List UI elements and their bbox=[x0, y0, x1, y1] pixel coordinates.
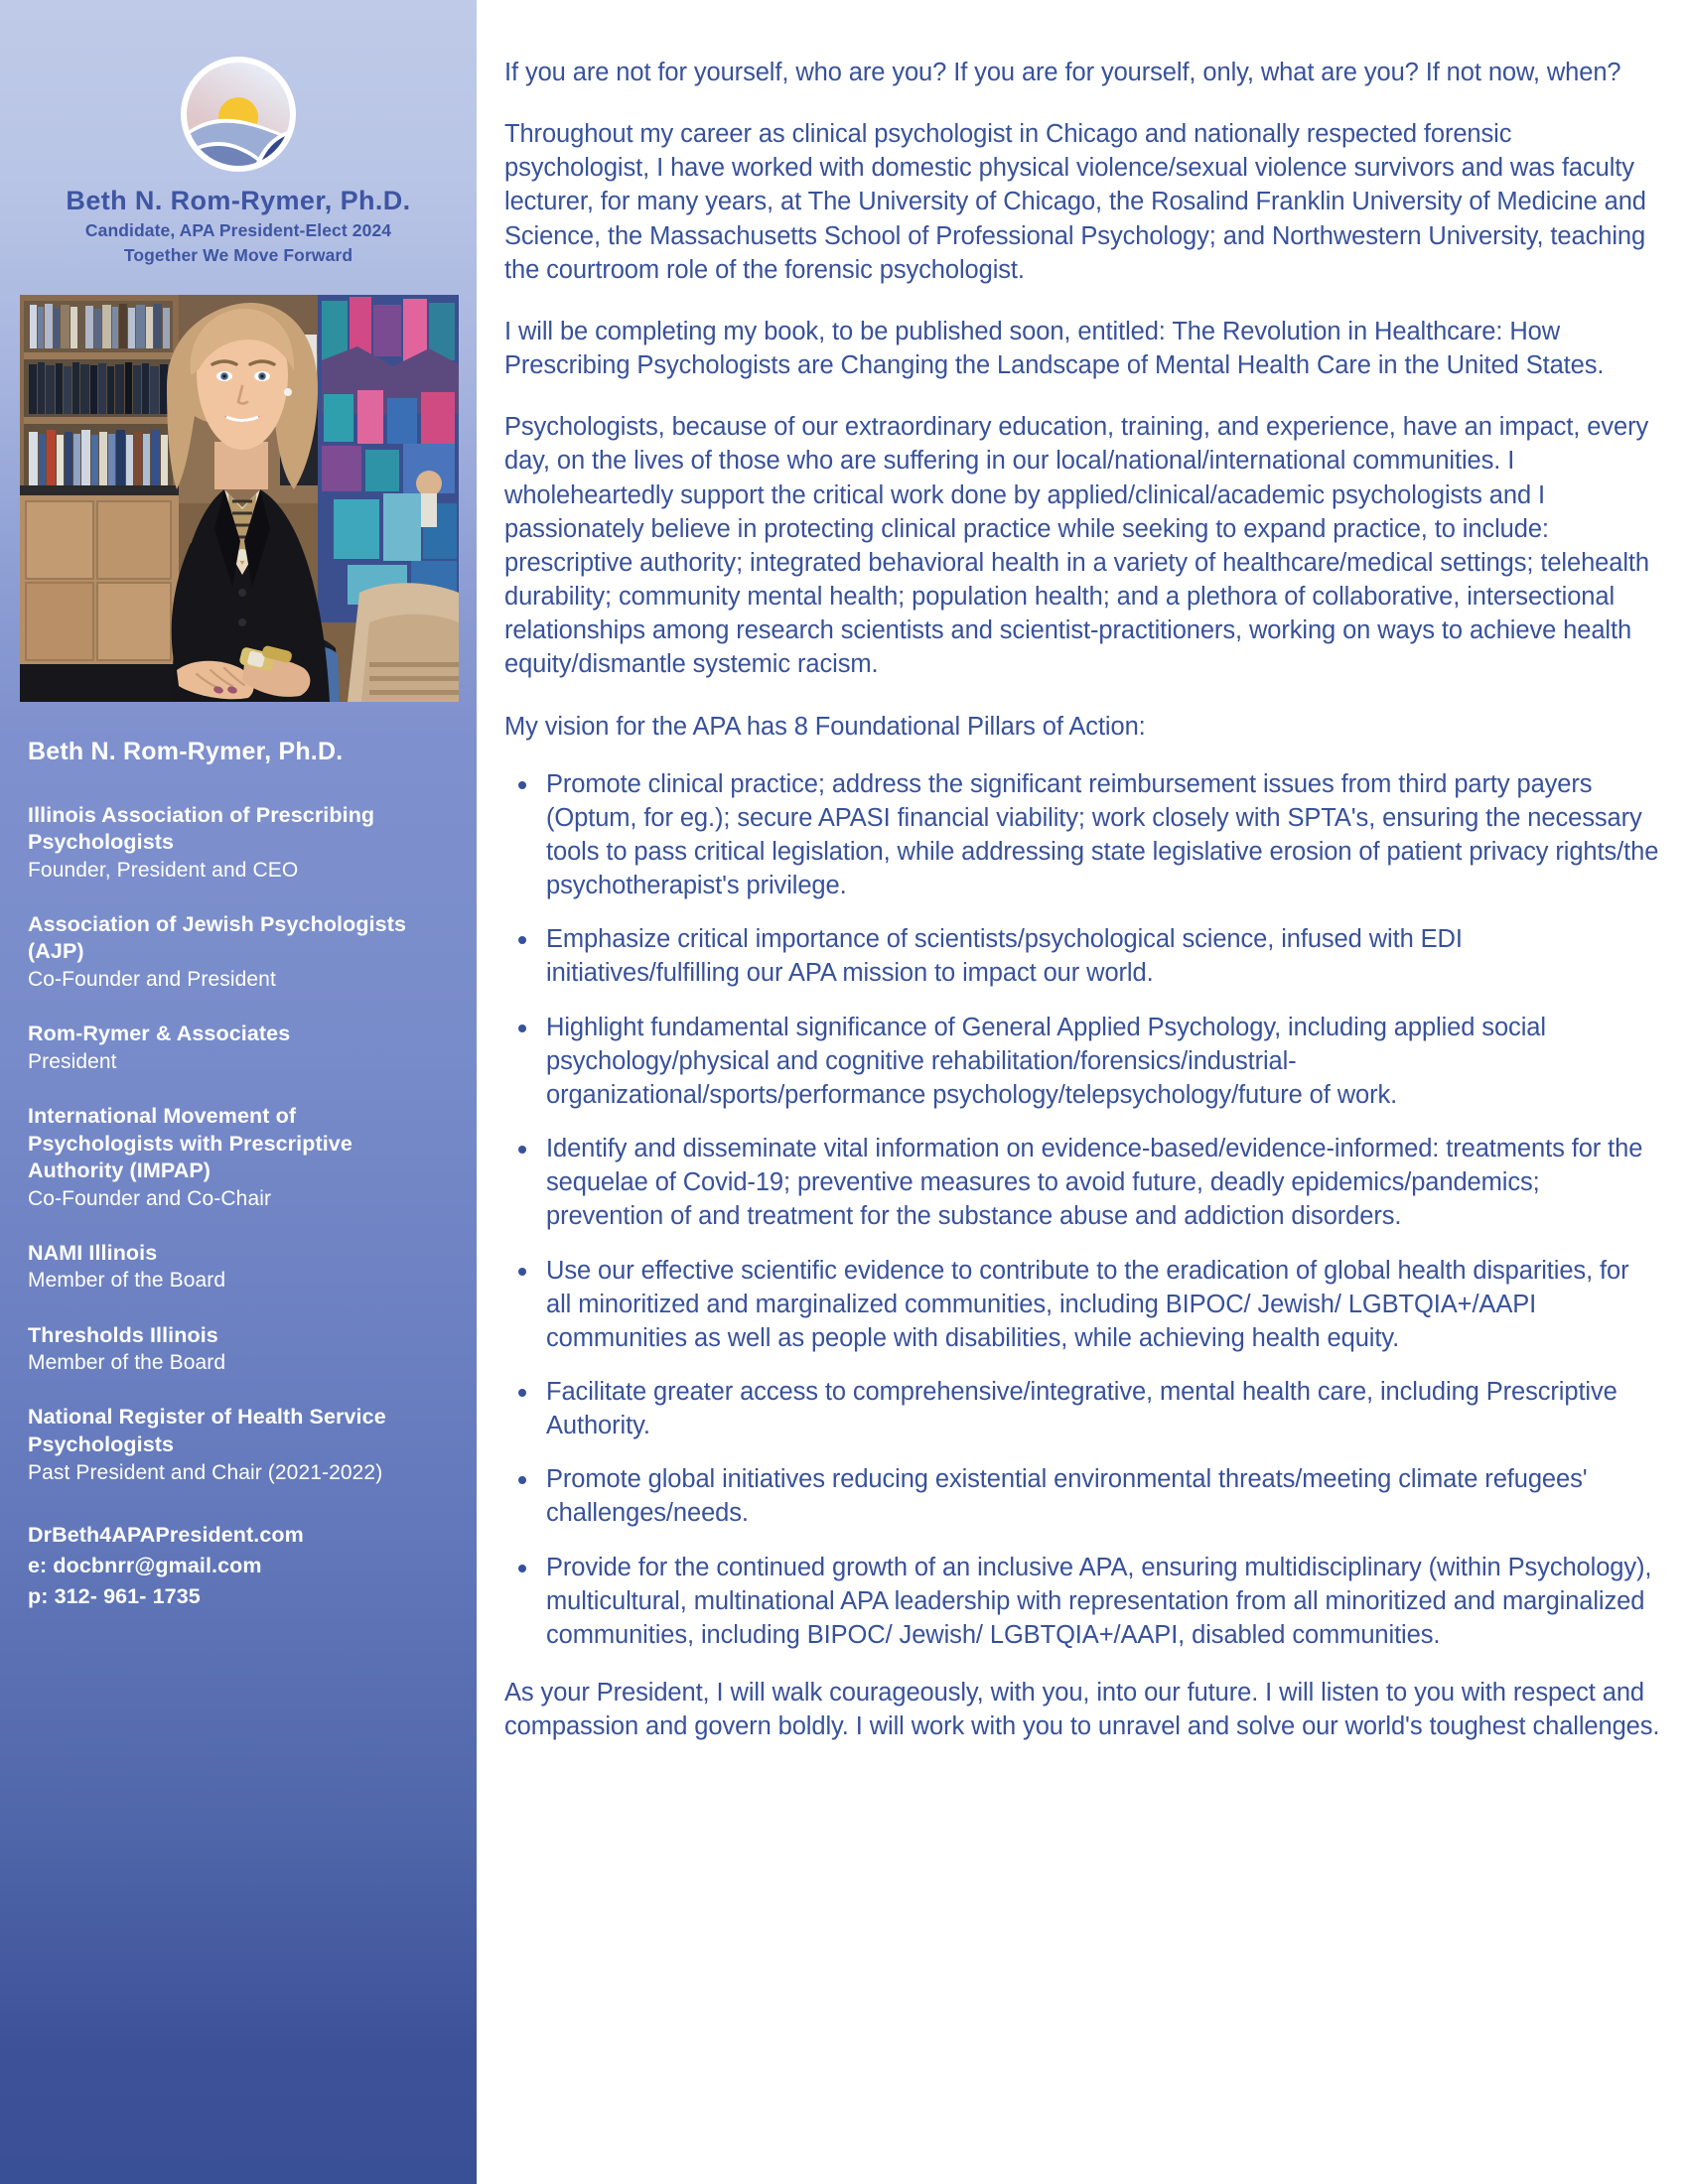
logo-container bbox=[0, 0, 477, 174]
org-title: Illinois Association of Prescribing Psychologists bbox=[28, 802, 375, 855]
career-paragraph: Throughout my career as clinical psychologist in Chicago and nationally respected forensic psychologist, I have worked with domestic physical violence/sexual violence survivors and was faculty lecturer, for many years, at The University of Chicago, the Rosalind Franklin University of Medicine and Science, the Massachusetts School of Professional Psychology; and Northwestern University, teaching the courtroom role of the forensic psychologist. bbox=[504, 120, 1646, 284]
website-link[interactable]: DrBeth4APAPresident.com bbox=[28, 1522, 304, 1547]
intro-quote-paragraph: If you are not for yourself, who are you? If you are for yourself, only, what are you? If not now, when? bbox=[504, 59, 1621, 86]
brand-block bbox=[0, 174, 477, 267]
org-entry bbox=[28, 1404, 447, 1485]
sidebar-person-name: Beth N. Rom-Rymer, Ph.D. bbox=[28, 737, 344, 765]
org-entry bbox=[28, 1021, 447, 1075]
book-paragraph: I will be completing my book, to be published soon, entitled: The Revolution in Healthcare: How Prescribing Psychologists are Changing the Landscape of Mental Health Care in the United States. bbox=[504, 317, 1605, 380]
portrait-illustration bbox=[20, 295, 459, 702]
sunrise-landscape-circle-logo-icon bbox=[179, 55, 298, 174]
org-role: Co-Founder and Co-Chair bbox=[28, 1186, 272, 1210]
pillar-item: Promote clinical practice; address the significant reimbursement issues from third party payers (Optum, for eg.); secure APASI financial viability; work closely with SPTA's, ensuring the necessary tools to pass critical legislation, while addressing state legislative erosion of patient privacy rights/the psychotherapist's privilege. bbox=[504, 767, 1660, 903]
portrait-photo bbox=[20, 295, 459, 702]
pillar-item: Promote global initiatives reducing existential environmental threats/meeting climate refugees' challenges/needs. bbox=[504, 1462, 1660, 1530]
org-entry bbox=[28, 1240, 447, 1295]
org-title: Thresholds Illinois bbox=[28, 1322, 218, 1347]
email-link[interactable]: e: docbnrr@gmail.com bbox=[28, 1553, 262, 1577]
pillar-item: Emphasize critical importance of scientists/psychological science, infused with EDI initiatives/fulfilling our APA mission to impact our world. bbox=[504, 922, 1660, 990]
pillar-item: Facilitate greater access to comprehensive/integrative, mental health care, including Prescriptive Authority. bbox=[504, 1375, 1660, 1442]
org-role: President bbox=[28, 1049, 117, 1073]
org-entry bbox=[28, 802, 447, 884]
org-title: Rom-Rymer & Associates bbox=[28, 1022, 291, 1046]
pillars-intro: My vision for the APA has 8 Foundational Pillars of Action: bbox=[504, 712, 1146, 741]
psychologists-paragraph: Psychologists, because of our extraordinary education, training, and experience, have an impact, every day, on the lives of those who are suffering in our local/national/international communities. I wholeheartedly support the critical work done by applied/clinical/academic psychologists and I passionately believe in protecting clinical practice while seeking to expand practice, to include: prescriptive authority; integrated behavioral health in a variety of healthcare/medical settings; telehealth durability; community mental health; population health; and a plethora of collaborative, intersectional relationships among research scientists and scientist-practitioners, working on ways to achieve health equity/dismantle systemic racism. bbox=[504, 413, 1649, 679]
contact-block bbox=[28, 1520, 447, 1613]
pillar-item: Highlight fundamental significance of General Applied Psychology, including applied social psychology/physical and cognitive rehabilitation/forensics/industrial-organizational/sports/performance psychology/telepsychology/future of work. bbox=[504, 1011, 1660, 1112]
pillar-item: Use our effective scientific evidence to contribute to the eradication of global health disparities, for all minoritized and marginalized communities, including BIPOC/ Jewish/ LGBTQIA+/AAPI communities as well as people with disabilities, while achieving health equity. bbox=[504, 1254, 1660, 1355]
org-title: Association of Jewish Psychologists (AJP) bbox=[28, 911, 407, 964]
org-role: Founder, President and CEO bbox=[28, 858, 299, 882]
pillars-list bbox=[504, 767, 1660, 1652]
brand-name: Beth N. Rom-Rymer, Ph.D. bbox=[66, 186, 411, 215]
org-role: Member of the Board bbox=[28, 1269, 226, 1293]
org-role: Co-Founder and President bbox=[28, 967, 276, 991]
org-entry bbox=[28, 1103, 447, 1212]
org-title: NAMI Illinois bbox=[28, 1240, 158, 1265]
brand-subtitle: Candidate, APA President-Elect 2024 bbox=[84, 220, 392, 241]
org-title: International Movement of Psychologists with Prescriptive Authority (IMPAP) bbox=[28, 1104, 352, 1183]
phone-number[interactable]: p: 312- 961- 1735 bbox=[28, 1584, 201, 1609]
closing-paragraph: As your President, I will walk courageously, with you, into our future. I will listen to you with respect and compassion and govern boldly. I will work with you to unravel and solve our world's toughest challenges. bbox=[504, 1679, 1660, 1741]
org-role: Past President and Chair (2021-2022) bbox=[28, 1460, 383, 1484]
org-role: Member of the Board bbox=[28, 1351, 226, 1375]
pillar-item: Identify and disseminate vital information on evidence-based/evidence-informed: treatments for the sequelae of Covid-19; preventive measures to avoid future, deadly epidemics/pandemics; prevention of and treatment for the substance abuse and addiction disorders. bbox=[504, 1132, 1660, 1233]
org-title: National Register of Health Service Psychologists bbox=[28, 1405, 386, 1456]
org-entry bbox=[28, 1322, 447, 1377]
sidebar-body bbox=[0, 702, 477, 1613]
sidebar bbox=[0, 0, 477, 2184]
org-entry bbox=[28, 911, 447, 993]
pillar-item: Provide for the continued growth of an inclusive APA, ensuring multidisciplinary (within Psychology), multicultural, multinational APA leadership with representation from all minoritized and marginalized communities, including BIPOC/ Jewish/ LGBTQIA+/AAPI, disabled communities. bbox=[504, 1551, 1660, 1652]
brand-tagline: Together We Move Forward bbox=[123, 244, 353, 265]
main-content bbox=[477, 0, 1688, 2184]
